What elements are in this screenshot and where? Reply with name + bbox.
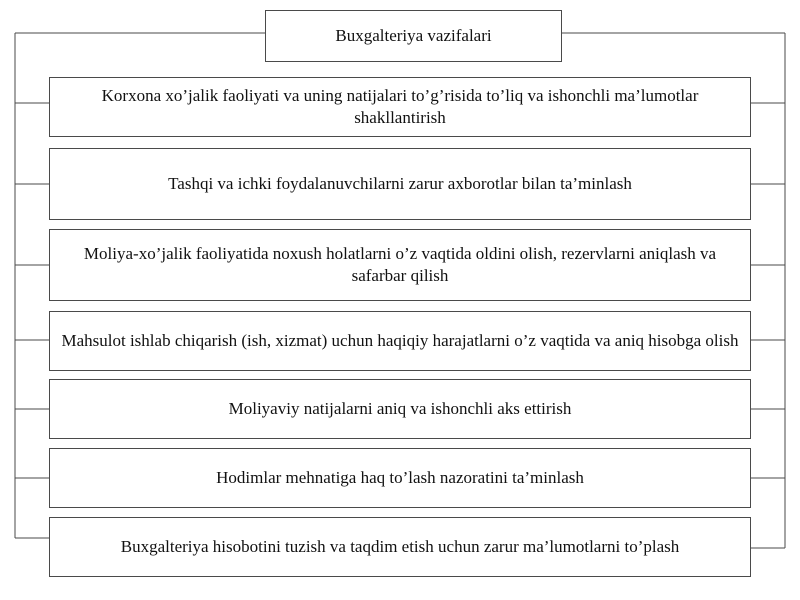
task-text-1: Tashqi va ichki foydalanuvchilarni zarur axborotlar bilan ta’minlash xyxy=(168,174,632,193)
task-box-1 xyxy=(49,148,751,220)
task-box-0 xyxy=(49,77,751,137)
task-text-5: Hodimlar mehnatiga haq to’lash nazoratini ta’minlash xyxy=(216,468,584,487)
task-text-2: Moliya-xo’jalik faoliyatida noxush holatlarni o’z vaqtida oldini olish, rezervlarni aniqlash va safarbar qilish xyxy=(83,244,717,285)
task-box-3 xyxy=(49,311,751,371)
task-box-2 xyxy=(49,229,751,301)
task-box-4 xyxy=(49,379,751,439)
diagram-title-box xyxy=(265,10,562,62)
task-box-6 xyxy=(49,517,751,577)
diagram-title: Buxgalteriya vazifalari xyxy=(335,26,492,45)
task-box-5 xyxy=(49,448,751,508)
task-text-4: Moliyaviy natijalarni aniq va ishonchli aks ettirish xyxy=(228,399,572,418)
task-text-3: Mahsulot ishlab chiqarish (ish, xizmat) uchun haqiqiy harajatlarni o’z vaqtida va aniq hisobga olish xyxy=(61,331,739,350)
task-text-6: Buxgalteriya hisobotini tuzish va taqdim etish uchun zarur ma’lumotlarni to’plash xyxy=(120,537,680,556)
task-text-0: Korxona xo’jalik faoliyati va uning natijalari to’g’risida to’liq va ishonchli ma’lumotlar shakllantirish xyxy=(101,86,699,127)
